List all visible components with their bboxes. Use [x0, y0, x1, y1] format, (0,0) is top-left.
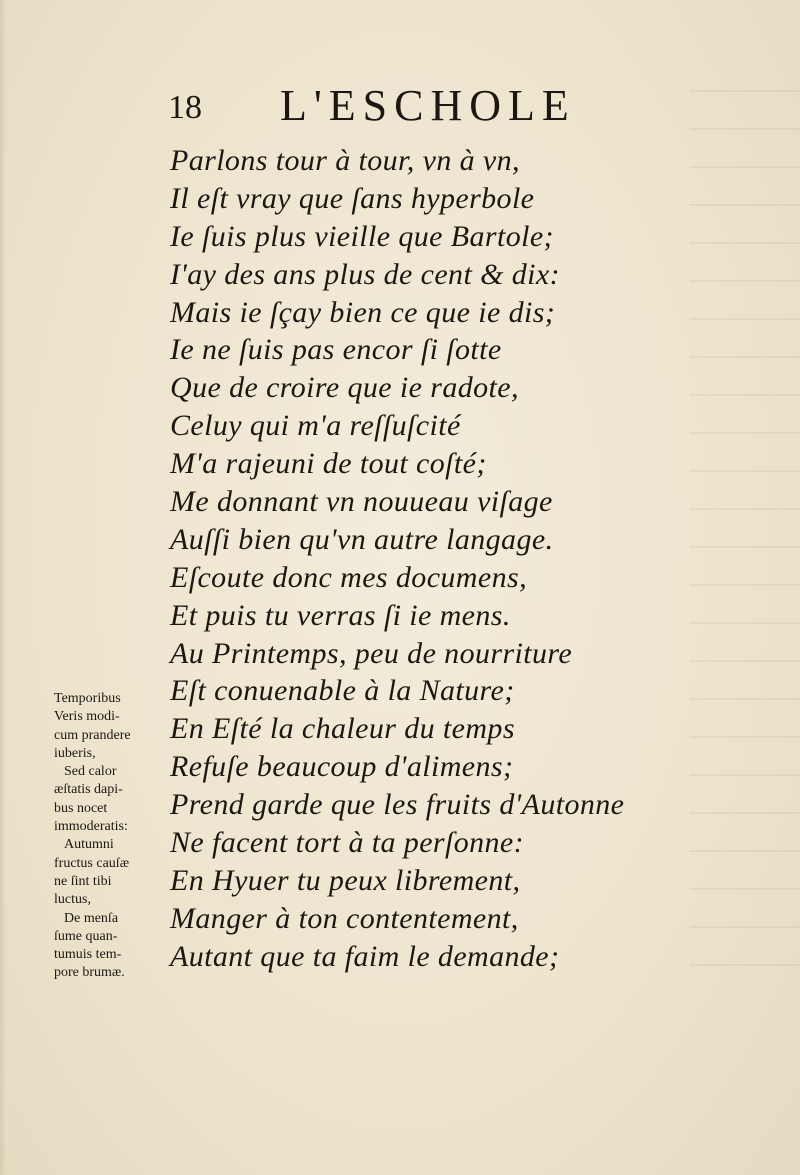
marginal-note-line: ſume quan- [54, 928, 118, 944]
verse-line: Auſſi bien qu'vn autre langage. [170, 522, 554, 556]
page-number: 18 [168, 89, 202, 126]
verse-line: Eſt conuenable à la Nature; [170, 674, 515, 708]
verse-line: Parlons tour à tour, vn à vn, [170, 144, 520, 177]
marginal-note-line: fructus cauſæ [54, 855, 130, 871]
marginal-note-line: Temporibus [54, 691, 121, 706]
marginal-note-line: immoderatis: [54, 819, 128, 835]
verse-line: Mais ie ſçay bien ce que ie dis; [170, 295, 556, 329]
verse-line: Ne facent tort à ta perſonne: [170, 826, 525, 860]
verse-line: I'ay des ans plus de cent & dix: [170, 257, 560, 291]
verse-line: Autant que ta faim le demande; [170, 939, 560, 973]
verse-line: En Eſté la chaleur du temps [170, 712, 515, 746]
marginal-note-line: tumuis tem- [54, 947, 122, 963]
verse-line: Ie ſuis plus vieille que Bartole; [170, 219, 554, 253]
marginal-note [54, 690, 158, 983]
verse-line: Prend garde que les fruits d'Autonne [170, 788, 625, 822]
marginal-note-line: Autumni [64, 837, 114, 853]
verse-line: Il eſt vray que ſans hyperbole [170, 181, 535, 215]
verse-line: M'a rajeuni de tout coſté; [170, 447, 487, 481]
verse-line: Que de croire que ie radote, [170, 371, 519, 405]
marginal-note-line: æſtatis dapi- [54, 782, 123, 798]
marginal-note-line: De menſa [64, 910, 119, 926]
page-header [168, 82, 618, 132]
marginal-note-line: bus nocet [54, 800, 108, 816]
verse-line: En Hyuer tu peux librement, [170, 863, 521, 897]
verse-line: Me donnant vn nouueau viſage [170, 485, 553, 519]
marginal-note-line: iuberis, [54, 745, 96, 761]
running-title: L'ESCHOLE [280, 81, 576, 130]
verse-line: Refuſe beaucoup d'alimens; [170, 750, 514, 784]
verse-line: Manger à ton contentement, [170, 901, 519, 935]
marginal-note-line: cum prandere [54, 727, 131, 743]
marginal-note-line: pore brumæ. [54, 965, 125, 981]
marginal-note-line: luctus, [54, 892, 91, 908]
show-through-ghost [690, 90, 800, 990]
marginal-note-line: Veris modi- [54, 709, 120, 725]
verse-line: Celuy qui m'a reſſuſcité [170, 409, 461, 443]
verse-line: Ie ne ſuis pas encor ſi ſotte [170, 333, 502, 367]
page-edge-shadow [0, 0, 6, 1175]
marginal-note-line: ne ſint tibi [54, 873, 112, 889]
marginal-note-line: Sed calor [64, 764, 117, 780]
verse-line: Au Printemps, peu de nourriture [170, 636, 573, 670]
verse-line: Eſcoute donc mes documens, [170, 560, 527, 594]
verse-line: Et puis tu verras ſi ie mens. [170, 598, 511, 632]
verse-block [170, 142, 624, 976]
